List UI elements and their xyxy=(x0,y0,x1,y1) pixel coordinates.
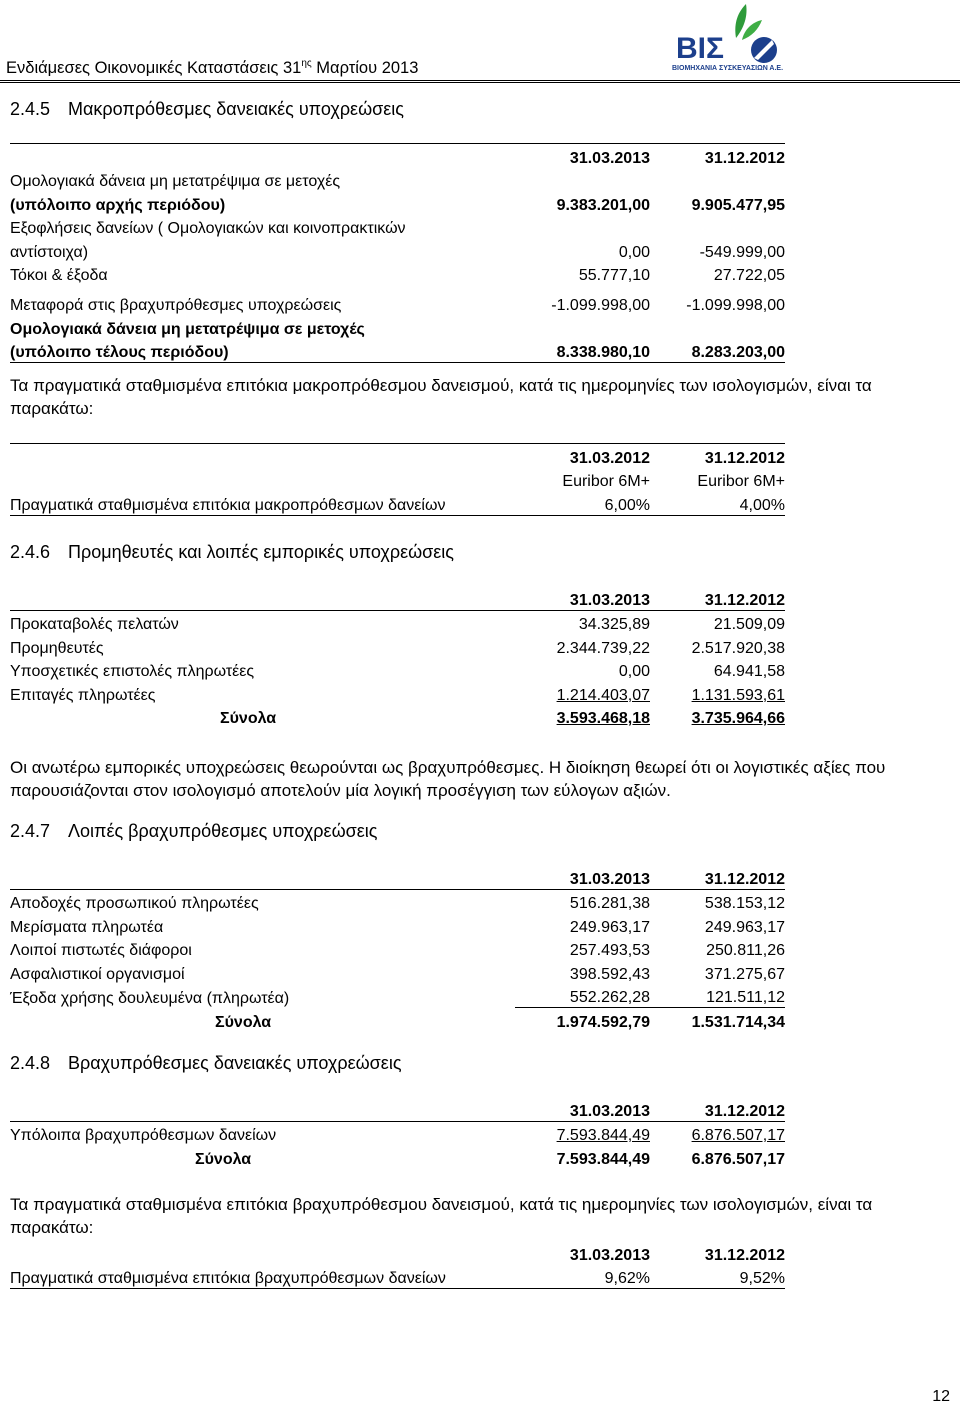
table-row: Ομολογιακά δάνεια μη μετατρέψιμα σε μετοχές xyxy=(10,320,365,338)
table-row: Προμηθευτές 2.344.739,22 2.517.920,38 xyxy=(10,639,785,657)
table-row: Εξοφλήσεις δανείων ( Ομολογιακών και κοινοπρακτικών xyxy=(10,220,406,237)
table-row: Μεταφορά στις βραχυπρόθεσμες υποχρεώσεις -1.099.998,00 -1.099.998,00 xyxy=(10,297,785,314)
table-total-row: Σύνολα 1.974.592,79 1.531.714,34 xyxy=(10,1008,785,1032)
section-heading-2-4-5: 2.4.5 Μακροπρόθεσμες δανειακές υποχρεώσεις xyxy=(10,99,404,119)
table-header-row: 31.03.2013 31.12.2012 xyxy=(569,1246,785,1264)
suppliers-table xyxy=(10,586,785,728)
table-row: Ομολογιακά δάνεια μη μετατρέψιμα σε μετοχές xyxy=(10,173,341,190)
table-row: Μερίσματα πληρωτέα 249.963,17 249.963,17 xyxy=(10,918,785,936)
table-row: Υποσχετικές επιστολές πληρωτέες 0,00 64.941,58 xyxy=(10,663,785,680)
table-row: αντίστοιχα) 0,00 -549.999,00 xyxy=(10,243,785,261)
page-number: 12 xyxy=(932,1388,950,1405)
short-term-rates-table xyxy=(10,1241,785,1289)
section-heading-2-4-6: 2.4.6 Προμηθευτές και λοιπές εμπορικές υποχρεώσεις xyxy=(10,542,454,562)
table-row: (υπόλοιπο αρχής περιόδου) 9.383.201,00 9.905.477,95 xyxy=(10,196,785,214)
long-term-loans-table xyxy=(10,143,785,363)
long-term-rates-table xyxy=(10,443,785,516)
table-header-row: 31.03.2012 31.12.2012 xyxy=(10,444,785,468)
other-liabilities-table xyxy=(10,865,785,1032)
table-row: Τόκοι & έξοδα 55.777,10 27.722,05 xyxy=(10,267,785,284)
paragraph-suppliers-note: Οι ανωτέρω εμπορικές υποχρεώσεις θεωρούνται ως βραχυπρόθεσμες. Η διοίκηση θεωρεί ότι οι λογιστικές αξίες που παρουσιάζονται στον ισολογισμό αποτελούν μία λογική προσέγγιση των εύλογων αξιών. xyxy=(10,758,886,800)
section-heading-2-4-7: 2.4.7 Λοιπές βραχυπρόθεσμες υποχρεώσεις xyxy=(10,821,378,841)
table-row: Προκαταβολές πελατών 34.325,89 21.509,09 xyxy=(10,616,785,633)
table-row: Επιταγές πληρωτέες 1.214.403,07 1.131.593,61 xyxy=(10,686,785,704)
paragraph-long-term-rates: Τα πραγματικά σταθμισμένα επιτόκια μακροπρόθεσμου δανεισμού, κατά τις ημερομηνίες των ισολογισμών, είναι τα παρακάτω: xyxy=(10,376,872,418)
svg-text:ΒΙΣ: ΒΙΣ xyxy=(676,32,725,65)
table-row: Πραγματικά σταθμισμένα επιτόκια βραχυπρόθεσμων δανείων 9,62% 9,52% xyxy=(10,1265,785,1289)
table-row: Ασφαλιστικοί οργανισμοί 398.592,43 371.275,67 xyxy=(10,965,785,983)
document-header-title: Ενδιάμεσες Οικονομικές Καταστάσεις $31^{\eta\varsigma}$ Μαρτίου 2013 xyxy=(6,58,419,77)
table-header-row: 31.03.2013 31.12.2012 xyxy=(10,1097,785,1121)
table-row: Λοιποί πιστωτές διάφοροι 257.493,53 250.811,26 xyxy=(10,942,785,959)
paragraph-short-term-rates: Τα πραγματικά σταθμισμένα επιτόκια βραχυπρόθεσμου δανεισμού, κατά τις ημερομηνίες των ισολογισμών, είναι τα παρακάτω: xyxy=(10,1195,873,1237)
table-total-row: (υπόλοιπο τέλους περιόδου) 8.338.980,10 8.283.203,00 xyxy=(10,339,785,363)
company-logo xyxy=(668,2,788,72)
table-row: Πραγματικά σταθμισμένα επιτόκια μακροπρόθεσμων δανείων 6,00% 4,00% xyxy=(10,491,785,515)
header-rule xyxy=(0,80,960,83)
table-row: Euribor 6M+ Euribor 6M+ xyxy=(562,473,785,490)
short-term-loans-table xyxy=(10,1097,785,1169)
table-total-row: Σύνολα 3.593.468,18 3.735.964,66 xyxy=(220,710,785,727)
table-header-row: 31.03.2013 31.12.2012 xyxy=(10,865,785,889)
svg-text:ΒΙΟΜΗΧΑΝΙΑ ΣΥΣΚΕΥΑΣΙΩΝ Α.Ε.: ΒΙΟΜΗΧΑΝΙΑ ΣΥΣΚΕΥΑΣΙΩΝ Α.Ε. xyxy=(672,65,784,72)
table-header-row: 31.03.2013 31.12.2012 xyxy=(10,144,785,168)
section-heading-2-4-8: 2.4.8 Βραχυπρόθεσμες δανειακές υποχρεώσεις xyxy=(10,1053,402,1073)
table-row: Υπόλοιπα βραχυπρόθεσμων δανείων 7.593.844,49 6.876.507,17 xyxy=(10,1127,785,1144)
table-row: Αποδοχές προσωπικού πληρωτέες 516.281,38 538.153,12 xyxy=(10,895,785,912)
table-total-row: Σύνολα 7.593.844,49 6.876.507,17 xyxy=(195,1150,785,1168)
table-row: Έξοδα χρήσης δουλευμένα (πληρωτέα) 552.262,28 121.511,12 xyxy=(10,989,785,1007)
table-header-row: 31.03.2013 31.12.2012 xyxy=(10,586,785,610)
